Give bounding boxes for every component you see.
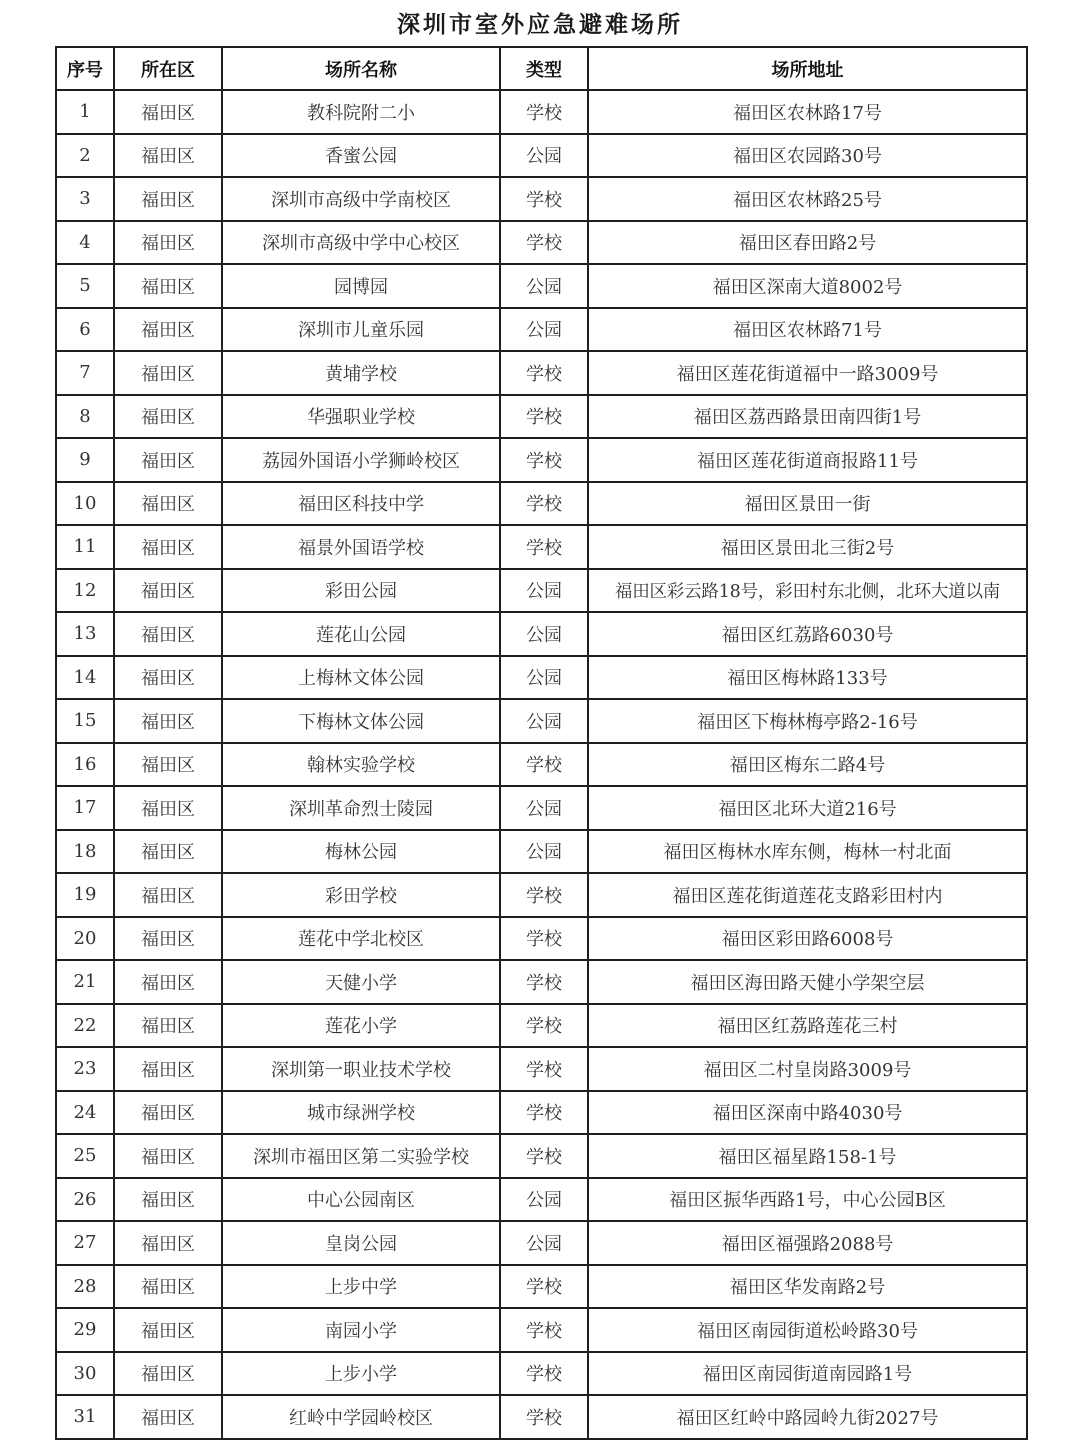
cell-district: 福田区: [114, 699, 222, 743]
cell-type: 学校: [500, 873, 588, 917]
cell-name: 天健小学: [222, 960, 500, 1004]
cell-name: 香蜜公园: [222, 134, 500, 178]
header-address: 场所地址: [588, 47, 1027, 90]
table-row: [56, 308, 1027, 352]
cell-type: 公园: [500, 786, 588, 830]
cell-district: 福田区: [114, 960, 222, 1004]
cell-name: 上步中学: [222, 1265, 500, 1309]
cell-district: 福田区: [114, 569, 222, 613]
cell-district: 福田区: [114, 917, 222, 961]
cell-name: 深圳第一职业技术学校: [222, 1047, 500, 1091]
cell-district: 福田区: [114, 395, 222, 439]
cell-address: 福田区莲花街道福中一路3009号: [588, 351, 1027, 395]
cell-type: 学校: [500, 960, 588, 1004]
cell-name: 彩田学校: [222, 873, 500, 917]
cell-address: 福田区下梅林梅亭路2-16号: [588, 699, 1027, 743]
cell-no: 11: [56, 525, 114, 569]
cell-address: 福田区彩云路18号，彩田村东北侧，北环大道以南: [588, 569, 1027, 613]
cell-type: 公园: [500, 612, 588, 656]
table-row: [56, 438, 1027, 482]
cell-type: 学校: [500, 1308, 588, 1352]
cell-no: 4: [56, 221, 114, 265]
cell-district: 福田区: [114, 438, 222, 482]
cell-type: 学校: [500, 1134, 588, 1178]
cell-address: 福田区红荔路莲花三村: [588, 1004, 1027, 1048]
cell-address: 福田区彩田路6008号: [588, 917, 1027, 961]
cell-no: 2: [56, 134, 114, 178]
cell-district: 福田区: [114, 1352, 222, 1396]
cell-address: 福田区农林路17号: [588, 90, 1027, 134]
cell-no: 1: [56, 90, 114, 134]
cell-no: 14: [56, 656, 114, 700]
cell-district: 福田区: [114, 873, 222, 917]
header-district: 所在区: [114, 47, 222, 90]
shelter-table: [55, 46, 1028, 1440]
cell-no: 23: [56, 1047, 114, 1091]
page-title: 深圳市室外应急避难场所: [397, 12, 683, 38]
cell-district: 福田区: [114, 1091, 222, 1135]
cell-type: 学校: [500, 1004, 588, 1048]
cell-name: 深圳革命烈士陵园: [222, 786, 500, 830]
cell-type: 学校: [500, 395, 588, 439]
cell-no: 18: [56, 830, 114, 874]
cell-address: 福田区红岭中路园岭九街2027号: [588, 1395, 1027, 1439]
cell-district: 福田区: [114, 221, 222, 265]
table-row: [56, 1395, 1027, 1439]
cell-type: 公园: [500, 134, 588, 178]
cell-district: 福田区: [114, 1221, 222, 1265]
cell-district: 福田区: [114, 525, 222, 569]
cell-type: 学校: [500, 917, 588, 961]
table-row: [56, 699, 1027, 743]
table-body: [56, 90, 1027, 1439]
cell-no: 17: [56, 786, 114, 830]
cell-no: 20: [56, 917, 114, 961]
cell-no: 22: [56, 1004, 114, 1048]
table-row: [56, 786, 1027, 830]
table-header: [56, 47, 1027, 90]
cell-district: 福田区: [114, 90, 222, 134]
cell-name: 深圳市高级中学中心校区: [222, 221, 500, 265]
cell-address: 福田区荔西路景田南四街1号: [588, 395, 1027, 439]
cell-name: 皇岗公园: [222, 1221, 500, 1265]
cell-district: 福田区: [114, 134, 222, 178]
cell-district: 福田区: [114, 482, 222, 526]
table-row: [56, 1091, 1027, 1135]
cell-no: 8: [56, 395, 114, 439]
cell-address: 福田区莲花街道莲花支路彩田村内: [588, 873, 1027, 917]
cell-type: 学校: [500, 743, 588, 787]
cell-no: 21: [56, 960, 114, 1004]
cell-type: 公园: [500, 308, 588, 352]
table-row: [56, 743, 1027, 787]
table-row: [56, 90, 1027, 134]
cell-address: 福田区二村皇岗路3009号: [588, 1047, 1027, 1091]
cell-name: 城市绿洲学校: [222, 1091, 500, 1135]
cell-type: 公园: [500, 699, 588, 743]
cell-type: 学校: [500, 1395, 588, 1439]
cell-no: 31: [56, 1395, 114, 1439]
cell-name: 梅林公园: [222, 830, 500, 874]
cell-address: 福田区红荔路6030号: [588, 612, 1027, 656]
table-row: [56, 873, 1027, 917]
cell-type: 公园: [500, 1178, 588, 1222]
cell-name: 莲花山公园: [222, 612, 500, 656]
header-no: 序号: [56, 47, 114, 90]
cell-name: 荔园外国语小学狮岭校区: [222, 438, 500, 482]
cell-address: 福田区梅林路133号: [588, 656, 1027, 700]
header-row: [56, 47, 1027, 90]
cell-address: 福田区景田北三街2号: [588, 525, 1027, 569]
cell-address: 福田区农林路71号: [588, 308, 1027, 352]
cell-name: 教科院附二小: [222, 90, 500, 134]
cell-no: 5: [56, 264, 114, 308]
cell-type: 学校: [500, 1091, 588, 1135]
cell-district: 福田区: [114, 1178, 222, 1222]
cell-no: 29: [56, 1308, 114, 1352]
table-row: [56, 1221, 1027, 1265]
cell-district: 福田区: [114, 786, 222, 830]
cell-name: 深圳市儿童乐园: [222, 308, 500, 352]
cell-address: 福田区农园路30号: [588, 134, 1027, 178]
cell-no: 9: [56, 438, 114, 482]
cell-no: 30: [56, 1352, 114, 1396]
cell-type: 学校: [500, 177, 588, 221]
table-row: [56, 177, 1027, 221]
cell-address: 福田区景田一街: [588, 482, 1027, 526]
table-row: [56, 1308, 1027, 1352]
cell-district: 福田区: [114, 1265, 222, 1309]
cell-no: 13: [56, 612, 114, 656]
table-row: [56, 1352, 1027, 1396]
cell-type: 学校: [500, 525, 588, 569]
cell-type: 学校: [500, 90, 588, 134]
cell-no: 15: [56, 699, 114, 743]
cell-address: 福田区海田路天健小学架空层: [588, 960, 1027, 1004]
table-row: [56, 395, 1027, 439]
cell-name: 下梅林文体公园: [222, 699, 500, 743]
cell-type: 学校: [500, 438, 588, 482]
cell-no: 24: [56, 1091, 114, 1135]
table-row: [56, 1265, 1027, 1309]
cell-address: 福田区华发南路2号: [588, 1265, 1027, 1309]
cell-no: 12: [56, 569, 114, 613]
cell-district: 福田区: [114, 351, 222, 395]
cell-type: 学校: [500, 351, 588, 395]
table-row: [56, 612, 1027, 656]
cell-name: 福景外国语学校: [222, 525, 500, 569]
table-row: [56, 264, 1027, 308]
cell-name: 深圳市福田区第二实验学校: [222, 1134, 500, 1178]
cell-address: 福田区莲花街道商报路11号: [588, 438, 1027, 482]
cell-type: 学校: [500, 1265, 588, 1309]
table-row: [56, 656, 1027, 700]
table-row: [56, 1047, 1027, 1091]
cell-district: 福田区: [114, 1395, 222, 1439]
table-row: [56, 960, 1027, 1004]
cell-district: 福田区: [114, 656, 222, 700]
cell-address: 福田区北环大道216号: [588, 786, 1027, 830]
cell-district: 福田区: [114, 1004, 222, 1048]
table-row: [56, 482, 1027, 526]
cell-type: 公园: [500, 830, 588, 874]
cell-type: 学校: [500, 1047, 588, 1091]
cell-no: 19: [56, 873, 114, 917]
cell-name: 红岭中学园岭校区: [222, 1395, 500, 1439]
cell-no: 26: [56, 1178, 114, 1222]
cell-type: 学校: [500, 1352, 588, 1396]
cell-district: 福田区: [114, 743, 222, 787]
cell-district: 福田区: [114, 308, 222, 352]
table-row: [56, 1004, 1027, 1048]
cell-address: 福田区梅林水库东侧，梅林一村北面: [588, 830, 1027, 874]
cell-district: 福田区: [114, 264, 222, 308]
cell-name: 彩田公园: [222, 569, 500, 613]
cell-no: 25: [56, 1134, 114, 1178]
cell-address: 福田区振华西路1号，中心公园B区: [588, 1178, 1027, 1222]
cell-name: 园博园: [222, 264, 500, 308]
cell-district: 福田区: [114, 177, 222, 221]
header-type: 类型: [500, 47, 588, 90]
table-row: [56, 1178, 1027, 1222]
cell-no: 7: [56, 351, 114, 395]
cell-address: 福田区农林路25号: [588, 177, 1027, 221]
cell-type: 公园: [500, 656, 588, 700]
cell-name: 华强职业学校: [222, 395, 500, 439]
cell-name: 翰林实验学校: [222, 743, 500, 787]
cell-type: 公园: [500, 264, 588, 308]
cell-name: 南园小学: [222, 1308, 500, 1352]
cell-name: 黄埔学校: [222, 351, 500, 395]
cell-name: 上梅林文体公园: [222, 656, 500, 700]
table-row: [56, 917, 1027, 961]
cell-no: 16: [56, 743, 114, 787]
cell-no: 27: [56, 1221, 114, 1265]
table-row: [56, 1134, 1027, 1178]
table-row: [56, 569, 1027, 613]
cell-address: 福田区深南中路4030号: [588, 1091, 1027, 1135]
cell-district: 福田区: [114, 1308, 222, 1352]
cell-district: 福田区: [114, 612, 222, 656]
cell-address: 福田区南园街道松岭路30号: [588, 1308, 1027, 1352]
table-row: [56, 221, 1027, 265]
table-row: [56, 351, 1027, 395]
cell-address: 福田区深南大道8002号: [588, 264, 1027, 308]
cell-type: 公园: [500, 569, 588, 613]
cell-name: 中心公园南区: [222, 1178, 500, 1222]
cell-name: 福田区科技中学: [222, 482, 500, 526]
cell-no: 28: [56, 1265, 114, 1309]
cell-name: 莲花小学: [222, 1004, 500, 1048]
cell-address: 福田区南园街道南园路1号: [588, 1352, 1027, 1396]
cell-type: 学校: [500, 221, 588, 265]
cell-type: 公园: [500, 1221, 588, 1265]
table-row: [56, 525, 1027, 569]
cell-address: 福田区福强路2088号: [588, 1221, 1027, 1265]
cell-name: 上步小学: [222, 1352, 500, 1396]
cell-no: 6: [56, 308, 114, 352]
cell-no: 10: [56, 482, 114, 526]
header-name: 场所名称: [222, 47, 500, 90]
cell-name: 莲花中学北校区: [222, 917, 500, 961]
cell-name: 深圳市高级中学南校区: [222, 177, 500, 221]
cell-address: 福田区福星路158-1号: [588, 1134, 1027, 1178]
cell-district: 福田区: [114, 830, 222, 874]
table-row: [56, 830, 1027, 874]
cell-no: 3: [56, 177, 114, 221]
table-row: [56, 134, 1027, 178]
cell-address: 福田区春田路2号: [588, 221, 1027, 265]
cell-district: 福田区: [114, 1134, 222, 1178]
cell-district: 福田区: [114, 1047, 222, 1091]
cell-type: 学校: [500, 482, 588, 526]
cell-address: 福田区梅东二路4号: [588, 743, 1027, 787]
